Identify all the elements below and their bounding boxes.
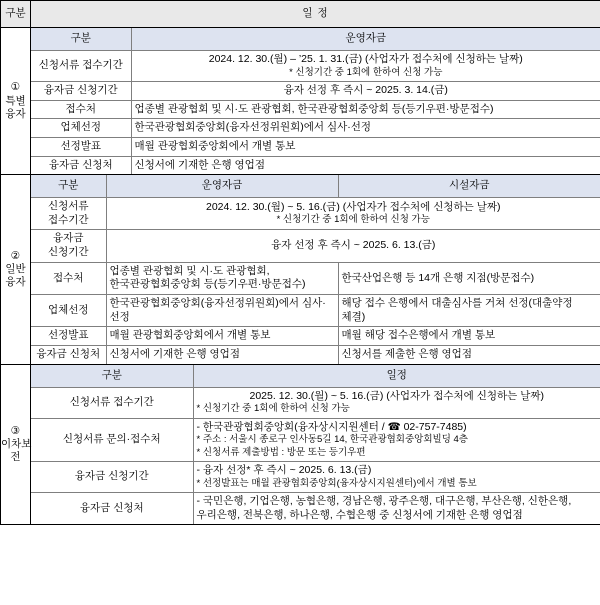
value-main: 2024. 12. 30.(월) ~ 5. 16.(금) (사업자가 접수처에 신청하는 날짜) xyxy=(206,200,501,213)
table-row xyxy=(31,51,600,82)
category-number: ② xyxy=(10,249,21,262)
table-row xyxy=(31,119,600,138)
value-note: * 신청기간 중 1회에 한하여 신청 가능 xyxy=(276,214,430,226)
row-label-application-period: 신청서류 접수기간 xyxy=(31,51,131,82)
section-row-general xyxy=(1,175,600,364)
subheader-operating-fund: 운영자금 xyxy=(106,175,338,198)
row-label-loan-office: 융자금 신청처 xyxy=(31,156,131,174)
row-label-application-period: 신청서류 접수기간 xyxy=(31,198,106,230)
value-line-2: * 신청기간 중 1회에 한하여 신청 가능 xyxy=(196,403,350,415)
category-word-1: 특별 xyxy=(5,94,26,107)
row-value-reception-facility: 한국산업은행 등 14개 은행 지점(방문접수) xyxy=(338,262,600,294)
table-row xyxy=(31,100,600,119)
category-word-2: 융자 xyxy=(5,107,26,120)
row-value-application-period xyxy=(131,51,600,82)
table-row xyxy=(31,345,600,363)
table-row xyxy=(31,387,600,418)
value-line-1: 2025. 12. 30.(월) ~ 5. 16.(금) (사업자가 접수처에 신청하는 날짜) xyxy=(249,389,544,402)
row-value-loan-office-operating: 신청서에 기재한 은행 영업점 xyxy=(106,345,338,363)
table-row xyxy=(31,156,600,174)
header-gubun: 구분 xyxy=(1,1,31,28)
table-row xyxy=(31,137,600,156)
row-value-application-period xyxy=(106,198,600,230)
subheader-row xyxy=(31,28,600,51)
row-label-loan-request-period: 융자금 신청기간 xyxy=(31,81,131,100)
row-value-inquiry-reception xyxy=(193,418,600,461)
row-label-selection: 업체선정 xyxy=(31,119,131,138)
category-word-1: 이차보 xyxy=(1,437,32,450)
row-label-announcement: 선정발표 xyxy=(31,137,131,156)
row-value-loan-request-period xyxy=(193,461,600,492)
row-value-loan-office-facility: 신청서를 제출한 은행 영업점 xyxy=(341,347,472,360)
header-schedule: 일 정 xyxy=(31,1,600,28)
value-line-2: * 주소 : 서울시 종로구 인사동5길 14, 한국관광협회중앙회빌딩 4층 xyxy=(196,434,468,446)
subheader-operating-fund: 운영자금 xyxy=(131,28,600,51)
row-value-loan-request-period: 융자 선정 후 즉시 ~ 2025. 3. 14.(금) xyxy=(131,81,600,100)
row-label-selection: 업체선정 xyxy=(31,295,106,327)
subheader-row xyxy=(31,365,600,388)
table-row xyxy=(31,230,600,262)
table-row xyxy=(31,327,600,346)
category-word-2: 융자 xyxy=(5,275,26,288)
category-word-1: 일반 xyxy=(5,262,26,275)
value-main: 2024. 12. 30.(월) – ’25. 1. 31.(금) (사업자가 접수처에 신청하는 날짜) xyxy=(208,53,523,65)
value-line-1: - 융자 선정* 후 즉시 ~ 2025. 6. 13.(금) xyxy=(196,463,372,476)
section-body-special xyxy=(31,28,600,175)
table-row xyxy=(31,198,600,230)
subheader-row xyxy=(31,175,600,198)
subheader-gubun: 구분 xyxy=(31,175,106,198)
value-line-3: * 신청서류 제출방법 : 방문 또는 등기우편 xyxy=(196,446,366,458)
row-value-loan-office xyxy=(193,492,600,524)
inner-table-general xyxy=(31,175,600,363)
inner-table-special xyxy=(31,28,600,174)
row-label-application-period: 신청서류 접수기간 xyxy=(31,387,193,418)
category-number: ③ xyxy=(10,424,21,437)
subheader-gubun: 구분 xyxy=(31,365,193,388)
category-label-special xyxy=(1,28,31,175)
row-value-selection: 한국관광협회중앙회(융자선정위원회)에서 심사·선정 xyxy=(131,119,600,138)
row-label-reception: 접수처 xyxy=(31,262,106,294)
subheader-schedule: 일정 xyxy=(193,365,600,388)
table-header-row xyxy=(1,1,600,28)
row-value-application-period xyxy=(193,387,600,418)
row-value-loan-office: 신청서에 기재한 은행 영업점 xyxy=(134,158,265,171)
table-row xyxy=(31,295,600,327)
table-row xyxy=(31,418,600,461)
table-row xyxy=(31,262,600,294)
section-body-general xyxy=(31,175,600,364)
row-value-reception: 업종별 관광협회 및 시·도 관광협회, 한국관광협회중앙회 등(등기우편·방문접수) xyxy=(131,100,600,119)
value-line-1: - 한국관광협회중앙회(융자상시지원센터 / ☎ 02-757-7485) xyxy=(196,420,467,433)
row-label-reception: 접수처 xyxy=(31,100,131,119)
row-label-loan-office: 융자금 신청처 xyxy=(31,345,106,363)
subheader-facility-fund: 시설자금 xyxy=(338,175,600,198)
inner-table-interest-subsidy xyxy=(31,365,600,525)
row-label-inquiry-reception: 신청서류 문의·접수처 xyxy=(31,418,193,461)
category-number: ① xyxy=(10,81,21,94)
subheader-gubun: 구분 xyxy=(31,28,131,51)
value-line-1: - 국민은행, 기업은행, 농협은행, 경남은행, 광주은행, 대구은행, 부산은행, 신한은행, 우리은행, 전북은행, 하나은행, 수협은행 중 신청서에 기재한 은행 영업점 xyxy=(196,494,572,521)
row-label-loan-office: 융자금 신청처 xyxy=(31,492,193,524)
value-note: * 신청기간 중 1회에 한하여 신청 가능 xyxy=(289,66,443,78)
row-value-announcement-operating: 매월 관광협회중앙회에서 개별 통보 xyxy=(106,327,338,346)
table-row xyxy=(31,461,600,492)
row-value-selection-facility: 해당 접수 은행에서 대출심사를 거쳐 선정(대출약정 체결) xyxy=(338,295,600,327)
row-value-selection-operating: 한국관광협회중앙회(융자선정위원회)에서 심사·선정 xyxy=(106,295,338,327)
row-label-loan-request-period: 융자금 신청기간 xyxy=(31,461,193,492)
row-value-reception-operating: 업종별 관광협회 및 시·도 관광협회, 한국관광협회중앙회 등(등기우편·방문접수) xyxy=(106,262,338,294)
category-label-interest-subsidy xyxy=(1,364,31,525)
table-row xyxy=(31,492,600,524)
category-label-general xyxy=(1,175,31,364)
category-word-2: 전 xyxy=(10,450,21,463)
section-row-special xyxy=(1,28,600,175)
row-label-loan-request-period: 융자금 신청기간 xyxy=(31,230,106,262)
section-body-interest-subsidy xyxy=(31,364,600,525)
section-row-interest-subsidy xyxy=(1,364,600,525)
row-value-loan-request-period: 융자 선정 후 즉시 ~ 2025. 6. 13.(금) xyxy=(106,230,600,262)
row-value-announcement-facility: 매월 해당 접수은행에서 개별 통보 xyxy=(338,327,600,346)
value-line-2: * 선정발표는 매월 관광협회중앙회(융자상시지원센터)에서 개별 통보 xyxy=(196,477,477,489)
row-value-announcement: 매월 관광협회중앙회에서 개별 통보 xyxy=(131,137,600,156)
table-row xyxy=(31,81,600,100)
row-label-announcement: 선정발표 xyxy=(31,327,106,346)
